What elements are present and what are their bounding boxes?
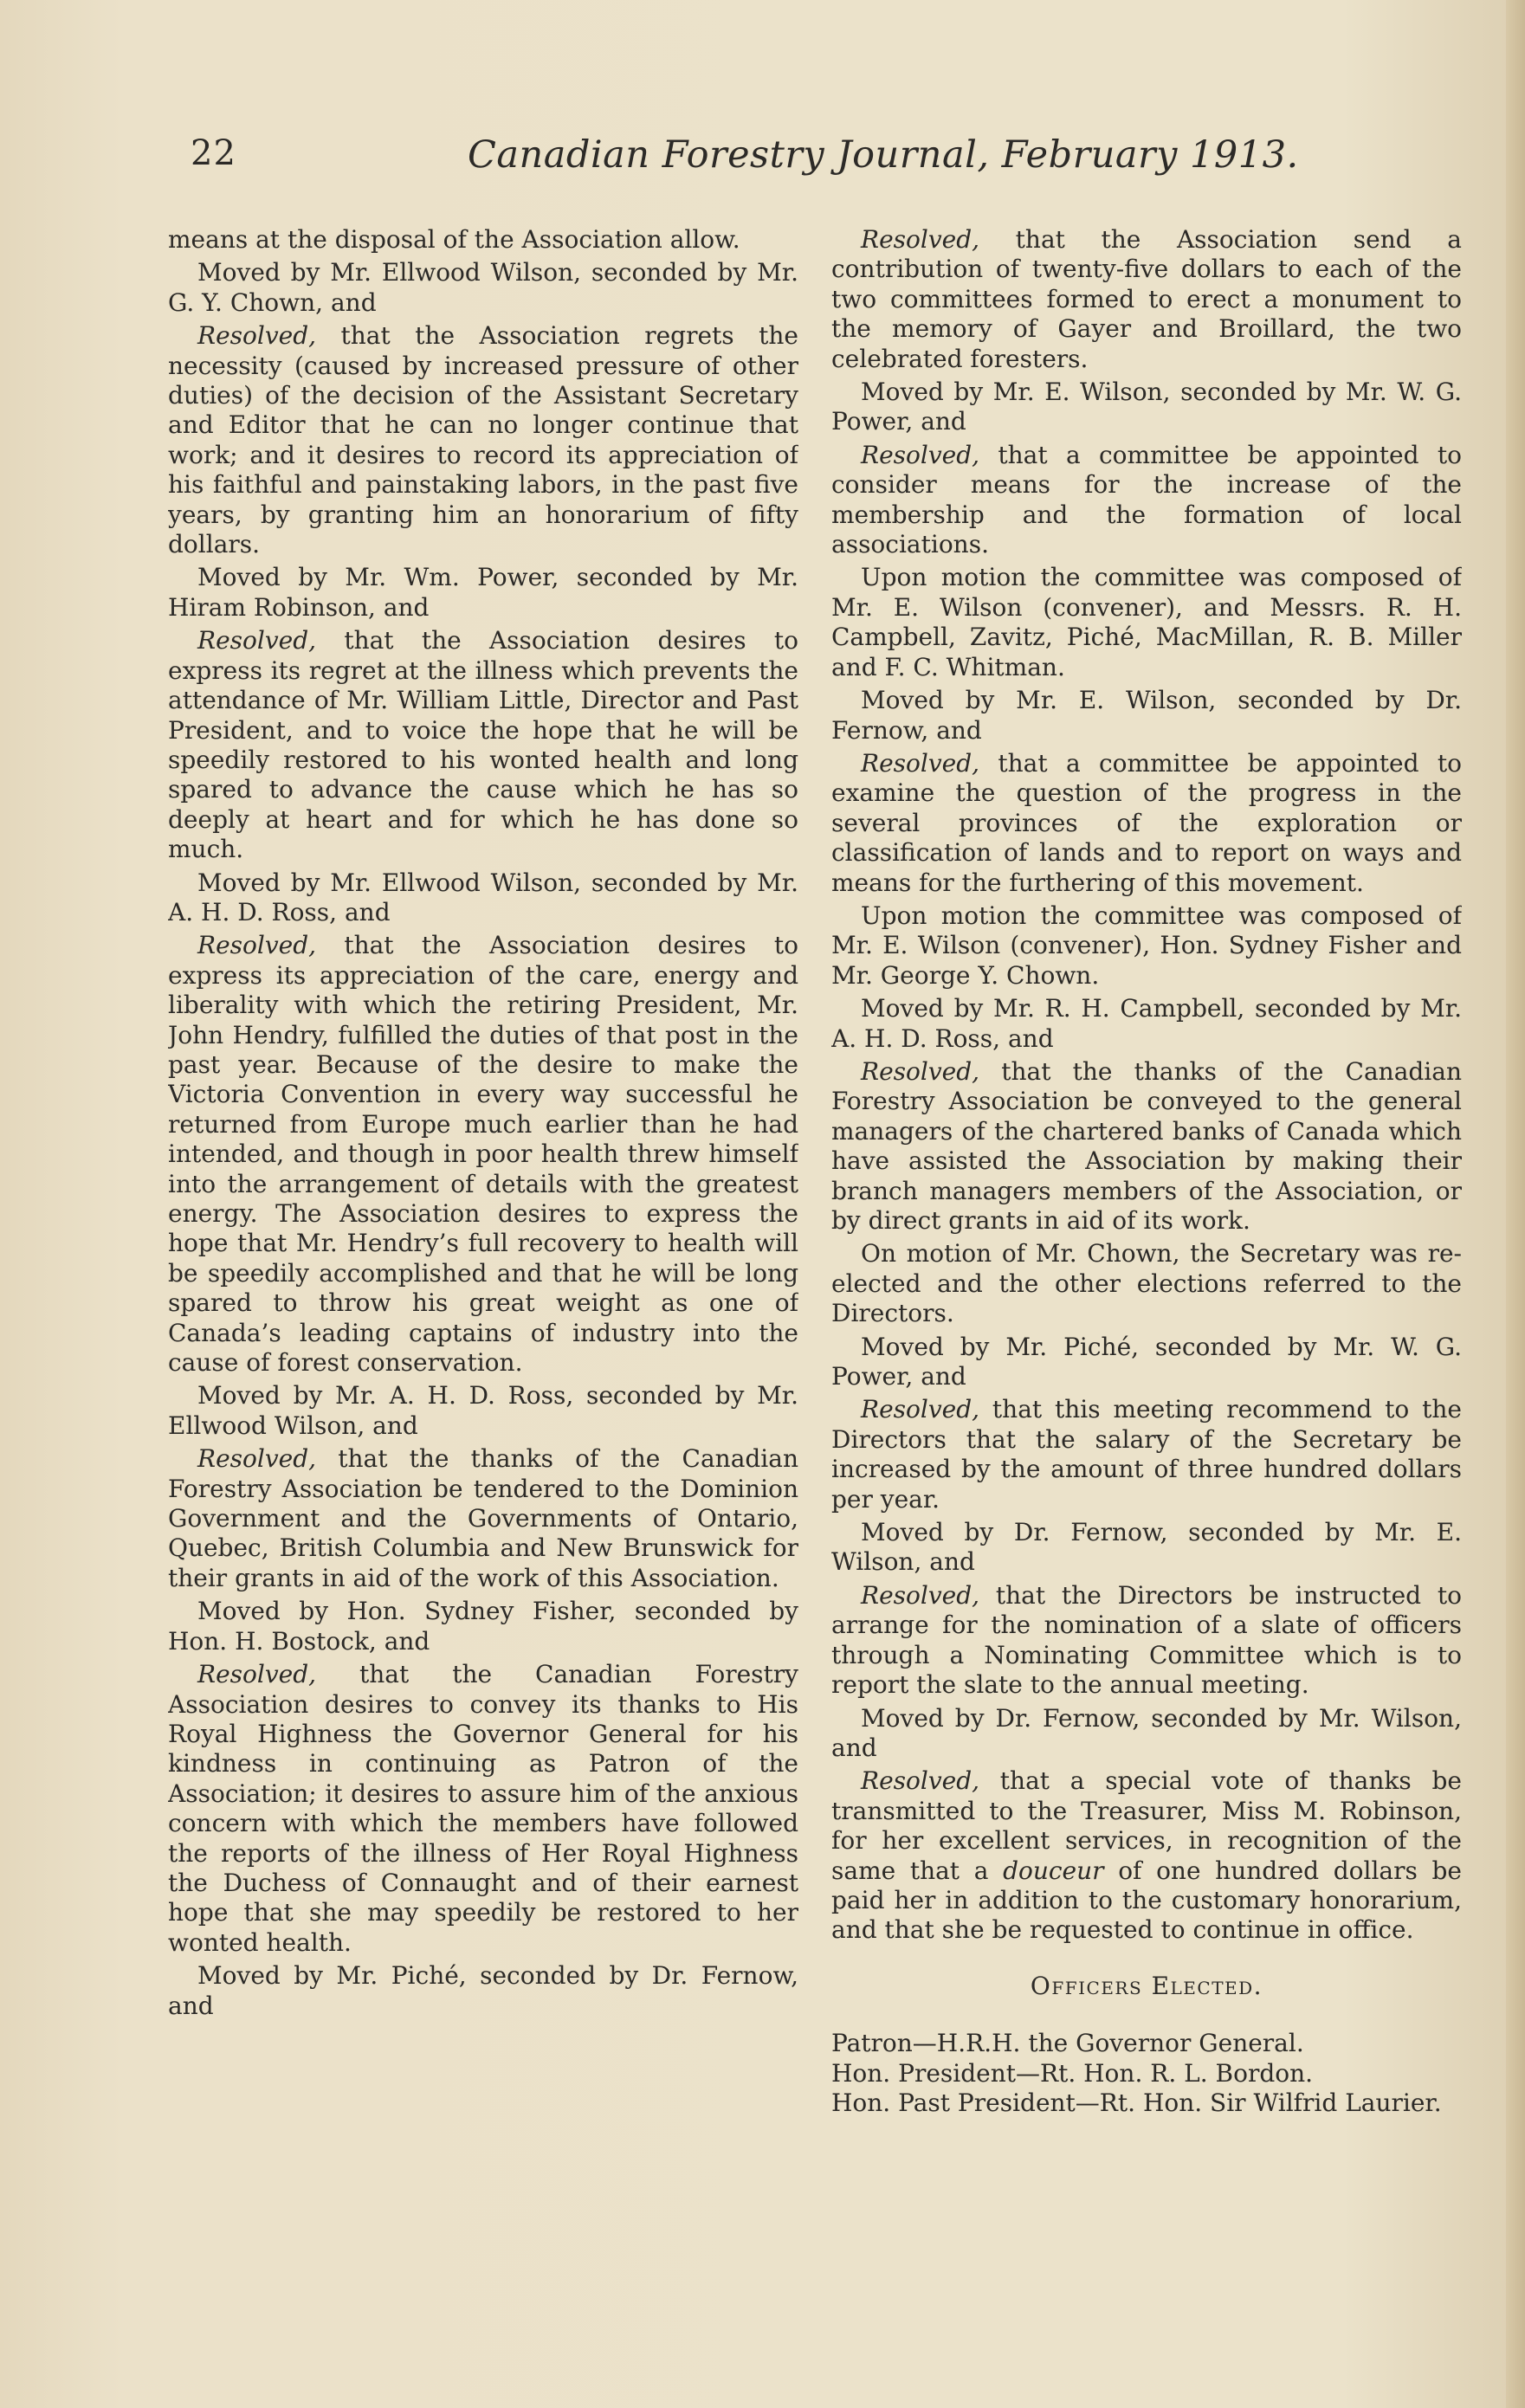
paragraph-text: that a committee be appointed to consider means for the increase of the membership and the formation of local associations.: [831, 440, 1462, 559]
paragraph-text: Moved by Hon. Sydney Fisher, seconded by Hon. H. Bostock, and: [168, 1597, 798, 1656]
resolved-lead: Resolved,: [861, 1395, 980, 1424]
paragraph: [831, 1766, 1462, 1945]
page-number: 22: [191, 133, 236, 173]
page-header: [191, 133, 1299, 185]
resolved-lead: Resolved,: [861, 1766, 980, 1796]
paragraph-text: Moved by Mr. Ellwood Wilson, seconded by Mr. A. H. D. Ross, and: [168, 868, 798, 926]
paragraph-text: that a special vote of thanks be transmitted to the Treasurer, Miss M. Robinson, for her excellent services, in recognition of the same that a: [831, 1766, 1462, 1885]
paragraph: [831, 1581, 1462, 1701]
paragraph: [831, 225, 1462, 374]
paragraph-text: Moved by Mr. Piché, seconded by Mr. W. G. Power, and: [831, 1332, 1462, 1391]
italic-word: douceur: [1003, 1856, 1104, 1885]
paragraph: [168, 563, 798, 623]
resolved-lead: Resolved,: [197, 626, 317, 655]
resolved-lead: Resolved,: [861, 748, 980, 778]
paragraph: [831, 901, 1462, 991]
paragraph-text: Moved by Dr. Fernow, seconded by Mr. E. Wilson, and: [831, 1518, 1462, 1577]
paragraph: [168, 258, 798, 318]
paragraph: [168, 931, 798, 1378]
paragraph: [168, 1961, 798, 2021]
left-column: [168, 225, 798, 2269]
resolved-lead: Resolved,: [861, 1056, 980, 1086]
resolved-lead: Resolved,: [861, 225, 980, 254]
paragraph-text: that the Association send a contribution of twenty-five dollars to each of the two committees formed to erect a monument to the memory of Gayer and Broillard, the two celebrated foresters.: [831, 225, 1462, 373]
officer-entry: Hon. President—Rt. Hon. R. L. Bordon.: [831, 2058, 1314, 2088]
paragraph-text: means at the disposal of the Association allow.: [168, 225, 740, 254]
paragraph: [168, 1597, 798, 1656]
resolved-lead: Resolved,: [197, 931, 317, 960]
officers-heading: Officers Elected.: [1030, 1971, 1263, 2000]
paragraph-text: that the Directors be instructed to arrange for the nomination of a slate of officers through a Nominating Committee which is to report the slate to the annual meeting.: [831, 1580, 1462, 1700]
paragraph-text: that a committee be appointed to examine the question of the progress in the several provinces of the exploration or classification of lands and to report on ways and means for the furthering of this movement.: [831, 748, 1462, 897]
paragraph-text: that this meeting recommend to the Directors that the salary of the Secretary be increased by the amount of three hundred dollars per year.: [831, 1395, 1462, 1514]
resolved-lead: Resolved,: [861, 440, 980, 469]
paragraph: [831, 686, 1462, 746]
paragraph-text: Moved by Mr. Piché, seconded by Dr. Fernow, and: [168, 1961, 798, 2020]
paragraph-text: Moved by Mr. Wm. Power, seconded by Mr. Hiram Robinson, and: [168, 563, 798, 622]
resolved-lead: Resolved,: [197, 1660, 317, 1689]
paragraph-text: Moved by Mr. E. Wilson, seconded by Dr. Fernow, and: [831, 686, 1462, 745]
paragraph: [168, 868, 798, 928]
paragraph: [831, 1704, 1462, 1764]
journal-title: Canadian Forestry Journal, February 1913.: [468, 133, 1299, 177]
resolved-lead: Resolved,: [197, 1444, 317, 1474]
resolved-lead: Resolved,: [197, 321, 317, 351]
paragraph: [831, 378, 1462, 437]
paragraph: [168, 1381, 798, 1441]
paragraph-text: Moved by Dr. Fernow, seconded by Mr. Wilson, and: [831, 1703, 1462, 1762]
paragraph: [831, 994, 1462, 1054]
paragraph: [831, 1057, 1462, 1236]
paragraph-text: that the thanks of the Canadian Forestry Association be tendered to the Dominion Government and the Governments of Ontario, Quebec, British Columbia and New Brunswick for their grants in aid of the work of this Association.: [168, 1444, 798, 1592]
paragraph-text: that the thanks of the Canadian Forestry Association be conveyed to the general managers of the chartered banks of Canada which have assisted the Association by making their branch managers members of the Association, or by direct grants in aid of its work.: [831, 1056, 1462, 1235]
officer-entry: Hon. Past President—Rt. Hon. Sir Wilfrid Laurier.: [831, 2088, 1442, 2117]
paragraph: [168, 1444, 798, 1593]
paragraph-text: Moved by Mr. A. H. D. Ross, seconded by Mr. Ellwood Wilson, and: [168, 1381, 798, 1440]
paragraph: [831, 1333, 1462, 1392]
paragraph-text: that the Association desires to express its appreciation of the care, energy and liberality with which the retiring President, Mr. John Hendry, fulfilled the duties of that post in the past year. Because of the desire to make the Victoria Convention in every way successful he returned from Europe much earlier than he had intended, and though in poor health threw himself into the arrangement of details with the greatest energy. The Association desires to express the hope that Mr. Hendry’s full recovery to health will be speedily accomplished and that he will be long spared to throw his great weight as one of Canada’s leading captains of industry into the cause of forest conservation.: [168, 931, 798, 1378]
paragraph: [168, 321, 798, 559]
right-column: [831, 225, 1462, 2269]
resolved-lead: Resolved,: [861, 1580, 980, 1610]
paragraph-text: Upon motion the committee was composed of Mr. E. Wilson (convener), Hon. Sydney Fisher and Mr. George Y. Chown.: [831, 901, 1462, 990]
paragraph-text: that the Canadian Forestry Association desires to convey its thanks to His Royal Highness the Governor General for his kindness in continuing as Patron of the Association; it desires to assure him of the anxious concern with which the members have followed the reports of the illness of Her Royal Highness the Duchess of Connaught and of their earnest hope that she may speedily be restored to her wonted health.: [168, 1660, 798, 1957]
paragraph: [831, 1395, 1462, 1514]
paragraph-text: On motion of Mr. Chown, the Secretary was re-elected and the other elections referred to the Directors.: [831, 1239, 1462, 1328]
paragraph-text: Moved by Mr. R. H. Campbell, seconded by Mr. A. H. D. Ross, and: [831, 994, 1462, 1053]
paragraph-text: that the Association regrets the necessity (caused by increased pressure of other duties) of the decision of the Assistant Secretary and Editor that he can no longer continue that work; and it desires to record its appreciation of his faithful and painstaking labors, in the past five years, by granting him an honorarium of fifty dollars.: [168, 321, 798, 559]
paragraph: [168, 1660, 798, 1958]
officer-entry: Patron—H.R.H. the Governor General.: [831, 2029, 1304, 2058]
paragraph-text: that the Association desires to express its regret at the illness which prevents the attendance of Mr. William Little, Director and Past President, and to voice the hope that he will be speedily restored to his wonted health and long spared to advance the cause which he has so deeply at heart and for which he has done so much.: [168, 626, 798, 864]
paragraph-text: Moved by Mr. Ellwood Wilson, seconded by Mr. G. Y. Chown, and: [168, 258, 798, 317]
paragraph: [168, 626, 798, 864]
paragraph-text: Upon motion the committee was composed of Mr. E. Wilson (convener), and Messrs. R. H. Campbell, Zavitz, Piché, MacMillan, R. B. Miller and F. C. Whitman.: [831, 563, 1462, 681]
paragraph: [831, 1239, 1462, 1328]
paragraph: [831, 441, 1462, 560]
paragraph-text-tail: of one hundred dollars be paid her in addition to the customary honorarium, and that she be requested to continue in office.: [831, 1856, 1462, 1945]
paragraph: [831, 1518, 1462, 1578]
paragraph: [831, 563, 1462, 682]
paragraph-text: Moved by Mr. E. Wilson, seconded by Mr. W. G. Power, and: [831, 378, 1462, 436]
paragraph: [168, 225, 798, 255]
paragraph: [831, 749, 1462, 898]
page-edge: [1506, 0, 1525, 2408]
